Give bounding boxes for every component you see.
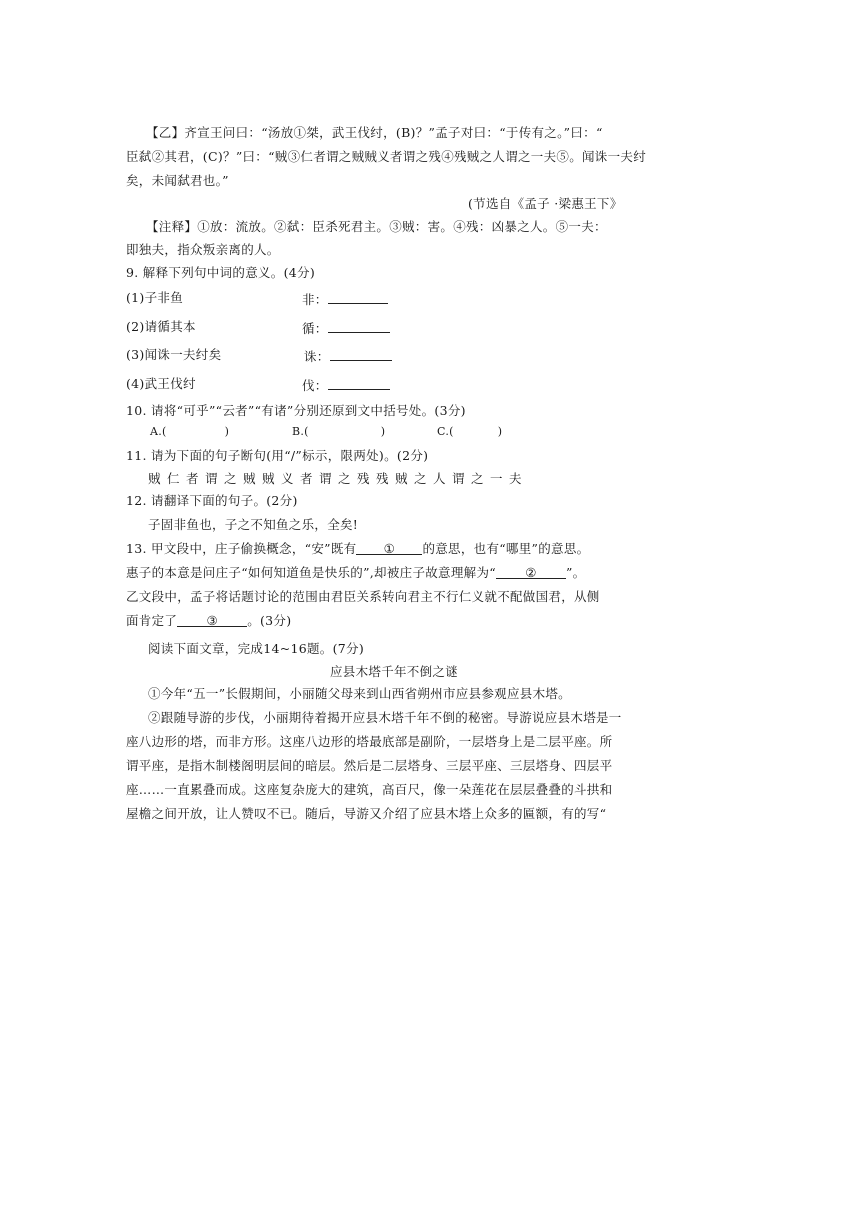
question-12-title: 12. 请翻译下面的句子。(2分) <box>126 493 298 508</box>
q13-line-4: 面肯定了 ③ 。(3分) <box>126 613 292 628</box>
reading-p2-line-1: ②跟随导游的步伐，小丽期待着揭开应县木塔千年不倒的秘密。导游说应县木塔是一 <box>148 710 622 725</box>
reading-paragraph-1: ①今年“五一”长假期间，小丽随父母来到山西省朔州市应县参观应县木塔。 <box>148 686 571 701</box>
q9-item-2-word: 循： <box>302 321 328 336</box>
q9-item-4-answer <box>302 375 390 395</box>
passage-yi-line-3: 矣，未闻弑君也。” <box>126 173 229 188</box>
question-10-title: 10. 请将“可乎”“云者”“有诸”分别还原到文中括号处。(3分) <box>126 403 466 418</box>
reading-title: 应县木塔千年不倒之谜 <box>330 664 459 679</box>
passage-yi-line-1: 【乙】齐宣王问曰：“汤放①桀，武王伐纣，(B)？”孟子对曰：“于传有之。”曰：“ <box>146 125 603 140</box>
q13-line-2: 惠子的本意是问庄子“如何知道鱼是快乐的”,却被庄子故意理解为“ ② ”。 <box>126 565 586 580</box>
q9-item-1-blank[interactable] <box>328 289 388 304</box>
q9-item-2-sentence: (2)请循其本 <box>126 319 196 334</box>
reading-p2-line-2: 座八边形的塔，而非方形。这座八边形的塔最底部是副阶，一层塔身上是二层平座。所 <box>126 734 613 749</box>
reading-p2-line-5: 屋檐之间开放，让人赞叹不已。随后，导游又介绍了应县木塔上众多的匾额，有的写“ <box>126 806 607 821</box>
q9-item-1-sentence: (1)子非鱼 <box>126 290 184 305</box>
q9-item-3-sentence: (3)闻诛一夫纣矣 <box>126 347 222 362</box>
q10-blank-c[interactable]: C.( ) <box>437 425 503 438</box>
q9-item-4-word: 伐： <box>302 378 328 393</box>
q10-blank-a[interactable]: A.( ) <box>150 425 230 438</box>
q9-item-1-answer <box>302 289 388 309</box>
passage-source: (节选自《孟子 ·梁惠王下》 <box>468 196 623 211</box>
q9-item-3-word: 诛： <box>304 349 330 364</box>
q13-line-1: 13. 甲文段中，庄子偷换概念，“安”既有 ① 的意思，也有“哪里”的意思。 <box>126 541 590 556</box>
q11-sentence: 贼仁者谓之贼贼义者谓之残残贼之人谓之一夫 <box>148 471 529 486</box>
question-11-title: 11. 请为下面的句子断句(用“/”标示，限两处)。(2分) <box>126 448 429 463</box>
reading-p2-line-4: 座……一直累叠而成。这座复杂庞大的建筑，高百尺，像一朵莲花在层层叠叠的斗拱和 <box>126 782 613 797</box>
question-9-title: 9. 解释下列句中词的意义。(4分) <box>126 265 316 280</box>
notes-line-1: 【注释】①放：流放。②弑：臣杀死君主。③贼：害。④残：凶暴之人。⑤一夫： <box>146 219 607 234</box>
q10-blank-b[interactable]: B.( ) <box>292 425 386 438</box>
q12-sentence: 子固非鱼也，子之不知鱼之乐，全矣! <box>148 517 359 532</box>
reading-p2-line-3: 谓平座，是指木制楼阁明层间的暗层。然后是二层塔身、三层平座、三层塔身、四层平 <box>126 758 613 773</box>
reading-intro: 阅读下面文章，完成14~16题。(7分) <box>148 641 364 656</box>
q9-item-4-blank[interactable] <box>328 375 390 390</box>
q13-blank-1[interactable]: ① <box>356 540 422 555</box>
q13-line-3: 乙文段中，孟子将话题讨论的范围由君臣关系转向君主不行仁义就不配做国君，从侧 <box>126 589 600 604</box>
q13-blank-3[interactable]: ③ <box>177 612 247 627</box>
q9-item-2-blank[interactable] <box>328 318 390 333</box>
q9-item-1-word: 非： <box>302 292 328 307</box>
q9-item-2-answer <box>302 318 390 338</box>
q9-item-3-blank[interactable] <box>330 346 392 361</box>
passage-yi-line-2: 臣弑②其君，(C)？”曰：“贼③仁者谓之贼贼义者谓之残④残贼之人谓之一夫⑤。闻诛一夫纣 <box>126 149 646 164</box>
q13-blank-2[interactable]: ② <box>496 564 566 579</box>
notes-line-2: 即独夫，指众叛亲离的人。 <box>126 242 280 257</box>
q9-item-4-sentence: (4)武王伐纣 <box>126 376 196 391</box>
q9-item-3-answer <box>304 346 392 366</box>
